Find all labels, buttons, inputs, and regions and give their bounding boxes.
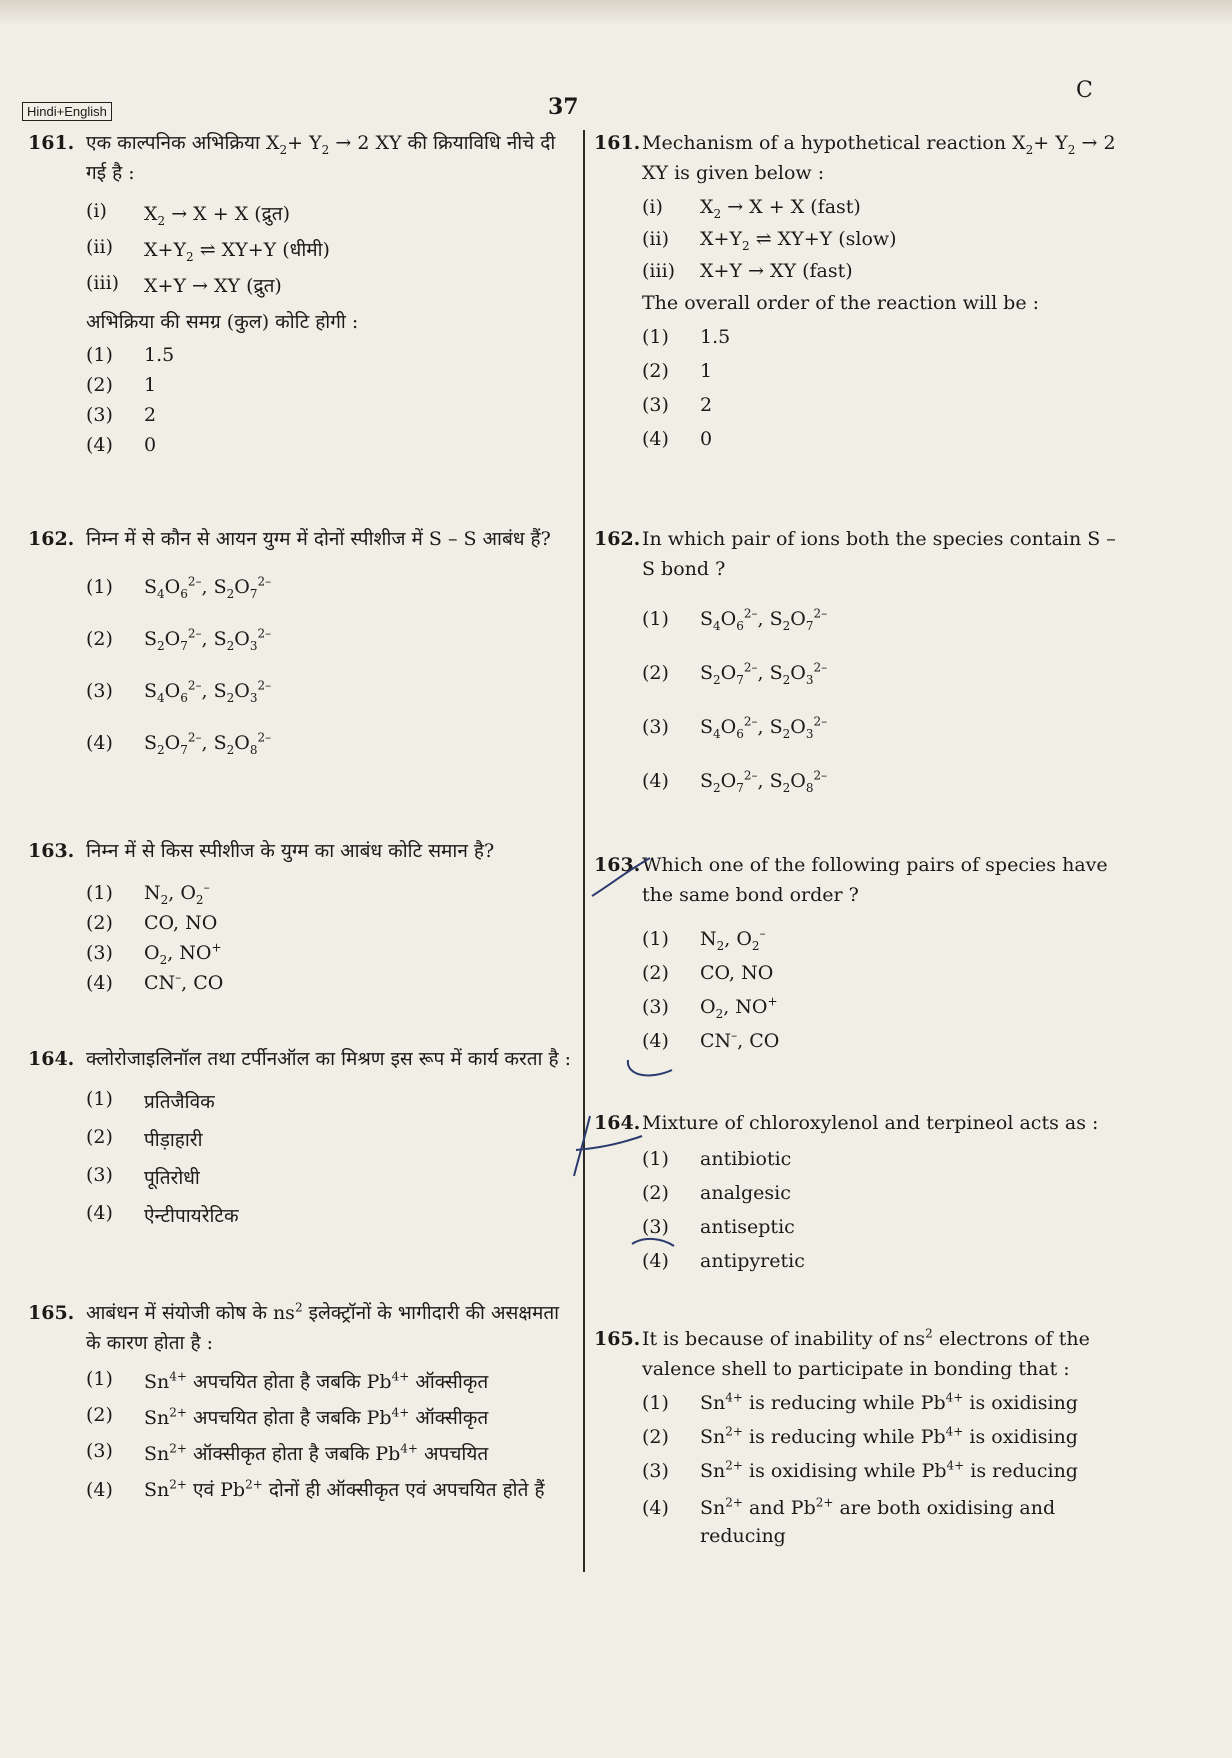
mechanism-step: (ii) $X+Y_2$ ⇌ XY+Y (slow) [642, 228, 897, 253]
question-text: निम्न में से किस स्पीशीज के युग्म का आबंध कोटि समान है? [86, 840, 495, 862]
mechanism-step: (ii) $X+Y_2$ ⇌ XY+Y (धीमी) [86, 236, 330, 264]
question-text: क्लोरोजाइलिनॉल तथा टर्पीनऑल का मिश्रण इस रूप में कार्य करता है : [86, 1048, 572, 1070]
option-1: (1) $N_2$, $O_2^-$ [642, 926, 766, 953]
option-2: (2) $S_2O_7^{2-}$, $S_2O_3^{2-}$ [642, 660, 828, 687]
question-163-hindi [28, 836, 576, 994]
mechanism-step: (iii) X+Y → XY (द्रुत) [86, 272, 282, 297]
question-162-hindi [28, 524, 576, 757]
option-3: (3) $O_2$, NO+ [86, 940, 222, 967]
option-1: (1) $S_4O_6^{2-}$, $S_2O_7^{2-}$ [642, 606, 828, 633]
option-2: (2) analgesic [642, 1182, 791, 1204]
question-text: Mechanism of a hypothetical reaction $X_2+ Y_2 \to 2$ XY is given below : [642, 132, 1116, 184]
question-number: 165. [594, 1328, 641, 1350]
option-1: (1) प्रतिजैविक [86, 1088, 215, 1113]
question-164-hindi [28, 1044, 576, 1228]
option-4: (4) $S_2O_7^{2-}$, $S_2O_8^{2-}$ [86, 730, 272, 757]
question-stem: The overall order of the reaction will be : [642, 292, 1040, 314]
question-number: 161. [594, 132, 641, 154]
option-2: (2) 1 [642, 360, 713, 382]
question-text: It is because of inability of $ns^2$ electrons of the valence shell to participate in bonding that : [642, 1326, 1090, 1380]
option-3: (3) antiseptic [642, 1216, 795, 1238]
question-164-english [594, 1108, 1134, 1272]
question-stem: अभिक्रिया की समग्र (कुल) कोटि होगी : [86, 311, 359, 333]
option-2: (2) CO, NO [86, 912, 218, 934]
question-165-english [594, 1324, 1134, 1550]
mechanism-step: (i) $X_2 \to X + X$ (fast) [642, 196, 861, 221]
question-161-hindi [28, 128, 576, 456]
option-3: (3) पूतिरोधी [86, 1164, 200, 1189]
option-1: (1) $Sn^{4+}$ अपचयित होता है जबकि $Pb^{4+}$ ऑक्सीकृत [86, 1368, 489, 1393]
question-text: In which pair of ions both the species contain S – S bond ? [642, 528, 1116, 580]
option-3: (3) $Sn^{2+}$ ऑक्सीकृत होता है जबकि $Pb^{4+}$ अपचयित [86, 1440, 489, 1465]
question-number: 164. [594, 1112, 641, 1134]
question-number: 163. [594, 854, 641, 876]
option-4: (4) $Sn^{2+}$ and $Pb^{2+}$ are both oxidising and reducing [642, 1495, 1056, 1547]
option-3: (3) $O_2$, NO+ [642, 994, 778, 1021]
option-4: (4) $Sn^{2+}$ एवं $Pb^{2+}$ दोनों ही ऑक्सीकृत एवं अपचयित होते हैं [86, 1477, 545, 1501]
option-2: (2) CO, NO [642, 962, 774, 984]
option-4: (4) ऐन्टीपायरेटिक [86, 1202, 239, 1227]
option-4: (4) 0 [86, 434, 157, 456]
question-text: निम्न में से कौन से आयन युग्म में दोनों स्पीशीज में S – S आबंध हैं? [86, 528, 551, 550]
option-2: (2) $Sn^{2+}$ अपचयित होता है जबकि $Pb^{4+}$ ऑक्सीकृत [86, 1404, 489, 1429]
question-text: एक काल्पनिक अभिक्रिया $X_2+ Y_2 \to 2$ XY की क्रियाविधि नीचे दी गई है : [86, 132, 556, 184]
option-3: (3) $S_4O_6^{2-}$, $S_2O_3^{2-}$ [86, 678, 272, 705]
question-number: 162. [594, 528, 641, 550]
option-2: (2) पीड़ाहारी [86, 1126, 203, 1151]
mechanism-step: (iii) X+Y → XY (fast) [642, 260, 853, 282]
pen-mark-163-answer [620, 1046, 690, 1086]
option-1: (1) $N_2$, $O_2^-$ [86, 880, 210, 907]
question-number: 165. [28, 1302, 75, 1324]
question-165-hindi [28, 1298, 576, 1504]
scan-shadow [0, 0, 1232, 26]
option-4: (4) 0 [642, 428, 713, 450]
mechanism-step: (i) $X_2 \to X + X$ (द्रुत) [86, 200, 291, 228]
set-code: C [1076, 78, 1093, 103]
question-163-english [594, 850, 1134, 1052]
option-4: (4) CN–, CO [86, 970, 224, 994]
option-4: (4) antipyretic [642, 1250, 805, 1272]
option-1: (1) 1.5 [86, 344, 175, 366]
option-2: (2) $S_2O_7^{2-}$, $S_2O_3^{2-}$ [86, 626, 272, 653]
question-162-english [594, 524, 1134, 795]
option-1: (1) $S_4O_6^{2-}$, $S_2O_7^{2-}$ [86, 574, 272, 601]
question-number: 163. [28, 840, 75, 862]
question-text: Mixture of chloroxylenol and terpineol acts as : [642, 1112, 1099, 1134]
question-number: 162. [28, 528, 75, 550]
question-text: आबंधन में संयोजी कोष के $ns^2$ इलेक्ट्रॉनों के भागीदारी की असक्षमता के कारण होता है : [86, 1300, 560, 1354]
question-text: Which one of the following pairs of species have the same bond order ? [642, 854, 1108, 906]
option-1: (1) $Sn^{4+}$ is reducing while $Pb^{4+}$ is oxidising [642, 1390, 1078, 1414]
question-161-english [594, 128, 1134, 450]
option-2: (2) 1 [86, 374, 157, 396]
option-3: (3) $Sn^{2+}$ is oxidising while $Pb^{4+}$ is reducing [642, 1458, 1078, 1482]
column-divider [583, 130, 585, 1572]
option-3: (3) $S_4O_6^{2-}$, $S_2O_3^{2-}$ [642, 714, 828, 741]
option-4: (4) $S_2O_7^{2-}$, $S_2O_8^{2-}$ [642, 768, 828, 795]
option-2: (2) $Sn^{2+}$ is reducing while $Pb^{4+}$ is oxidising [642, 1424, 1078, 1448]
option-3: (3) 2 [86, 404, 157, 426]
option-3: (3) 2 [642, 394, 713, 416]
option-1: (1) 1.5 [642, 326, 731, 348]
question-number: 164. [28, 1048, 75, 1070]
page-number: 37 [548, 94, 579, 120]
language-tag: Hindi+English [22, 102, 112, 121]
option-1: (1) antibiotic [642, 1148, 792, 1170]
question-number: 161. [28, 132, 75, 154]
option-4: (4) CN–, CO [642, 1028, 780, 1052]
